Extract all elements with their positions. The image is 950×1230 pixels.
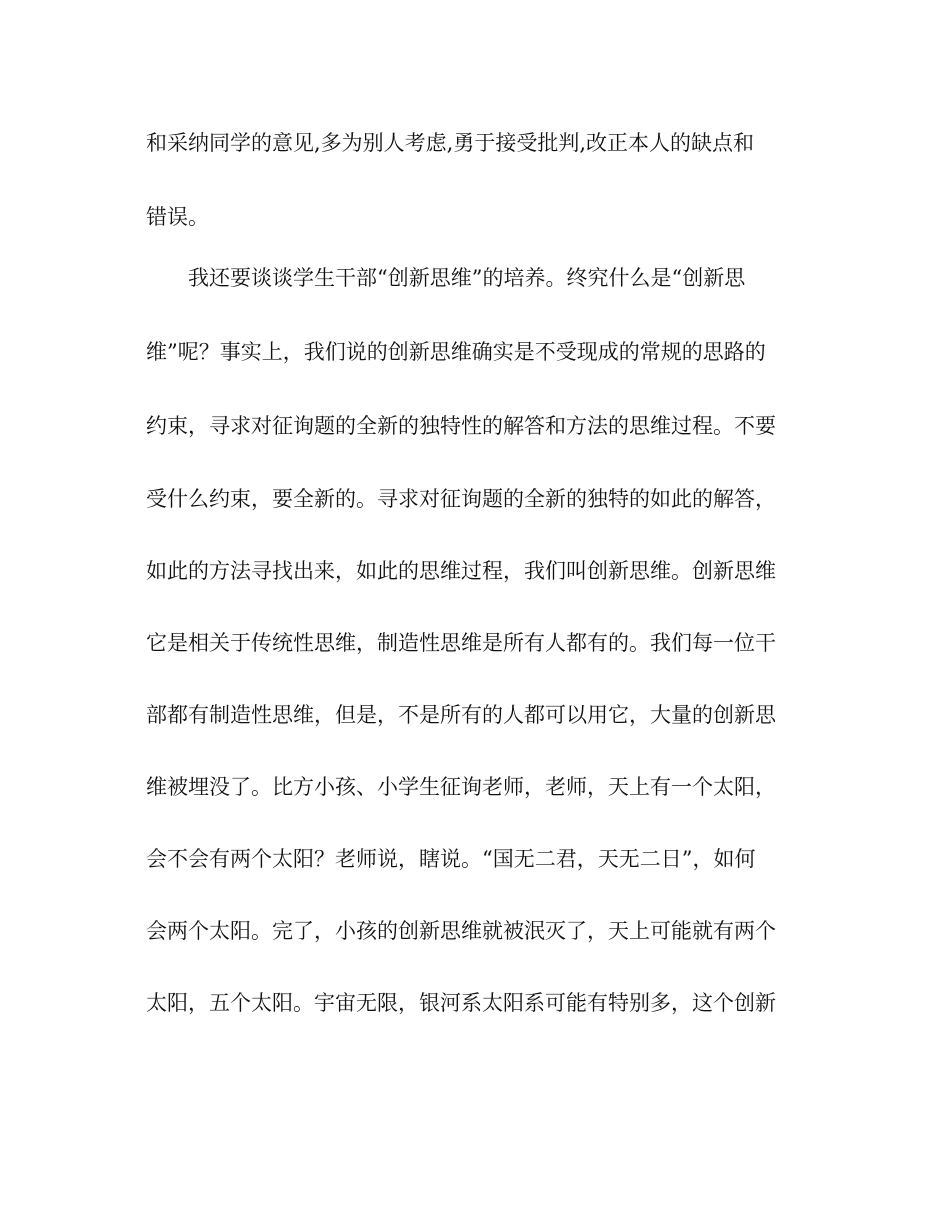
text-line: 如此的方法寻找出来，如此的思维过程，我们叫创新思维。创新思维	[146, 559, 776, 583]
text-line: 会不会有两个太阳？老师说，瞎说。“国无二君，天无二日”，如何	[146, 847, 756, 871]
text-line: 维被埋没了。比方小孩、小学生征询老师，老师，天上有一个太阳，	[146, 775, 776, 799]
paragraph-start-line: 我还要谈谈学生干部“创新思维”的培养。终究什么是“创新思	[188, 266, 746, 290]
text-line: 约束，寻求对征询题的全新的独特性的解答和方法的思维过程。不要	[146, 414, 776, 438]
text-line: 和采纳同学的意见,多为别人考虑,勇于接受批判,改正本人的缺点和	[146, 131, 755, 155]
text-line: 会两个太阳。完了，小孩的创新思维就被泯灭了，天上可能就有两个	[146, 919, 776, 943]
text-line: 受什么约束，要全新的。寻求对征询题的全新的独特的如此的解答，	[146, 487, 776, 511]
text-line: 太阳，五个太阳。宇宙无限，银河系太阳系可能有特别多，这个创新	[146, 991, 776, 1015]
text-line: 部都有制造性思维，但是，不是所有的人都可以用它，大量的创新思	[146, 703, 776, 727]
text-line: 它是相关于传统性思维，制造性思维是所有人都有的。我们每一位干	[146, 631, 776, 655]
text-line: 维”呢？事实上，我们说的创新思维确实是不受现成的常规的思路的	[146, 340, 766, 364]
text-line: 错误。	[146, 205, 209, 229]
